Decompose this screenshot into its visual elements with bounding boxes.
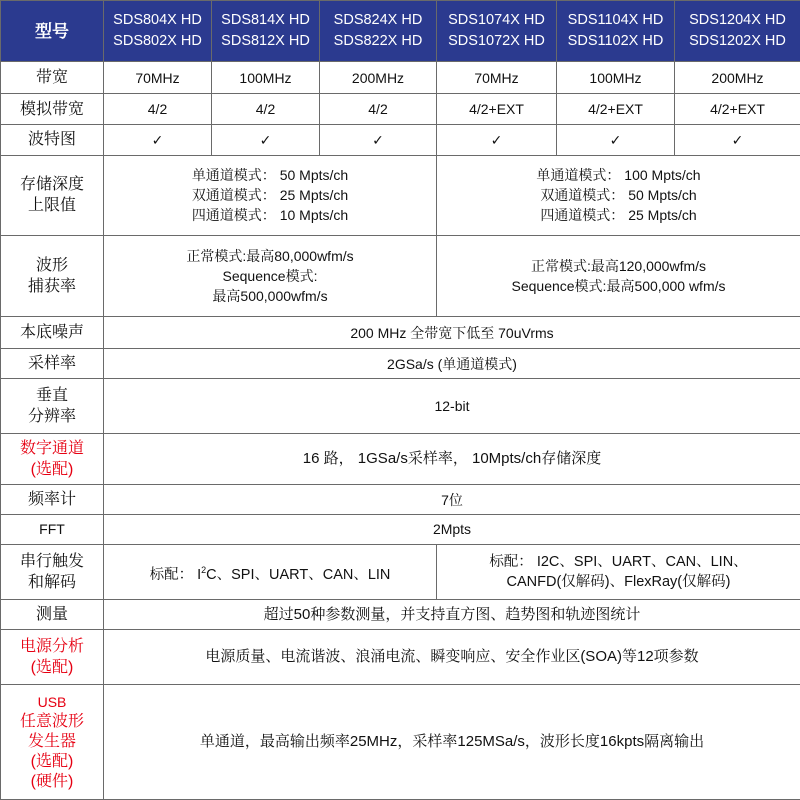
serial-protocols: 、SPI、UART、CAN、LIN xyxy=(216,566,391,583)
memory-line: 单通道模式： 100 Mpts/ch xyxy=(536,167,701,184)
value-cell: 4/2 xyxy=(212,94,320,125)
value-cell: 超过50种参数测量，并支持直方图、趋势图和轨迹图统计 xyxy=(104,600,800,630)
model-name: SDS1102X HD xyxy=(567,33,664,50)
row-label: 频率计 xyxy=(1,485,104,515)
row-label: 采样率 xyxy=(1,349,104,379)
label-line: 串行触发 xyxy=(19,553,84,570)
label-line: USB xyxy=(37,694,67,711)
capture-line: 最高500,000wfm/s xyxy=(212,288,328,304)
memory-line: 双通道模式： 25 Mpts/ch xyxy=(191,187,349,204)
model-name: SDS812X HD xyxy=(221,33,310,50)
label-line: 和解码 xyxy=(27,574,76,591)
label-line: (选配) xyxy=(30,461,74,479)
row-digital xyxy=(1,434,800,485)
capture-line: 正常模式:最高120,000wfm/s xyxy=(530,258,707,274)
label-line: 上限值 xyxy=(27,197,76,215)
memory-line: 单通道模式： 50 Mpts/ch xyxy=(191,167,349,184)
model-name: SDS822X HD xyxy=(333,33,423,50)
model-name: SDS814X HD xyxy=(221,12,310,29)
model-name: SDS804X HD xyxy=(113,12,202,29)
value-cell: 4/2+EXT xyxy=(557,94,675,125)
value-cell: 200 MHz 全带宽下低至 70uVrms xyxy=(104,317,800,349)
row-capture xyxy=(1,235,800,317)
label-line: (选配) xyxy=(30,753,74,771)
value-cell: 100MHz xyxy=(212,62,320,94)
value-cell: 4/2 xyxy=(320,94,437,125)
row-memory xyxy=(1,155,800,235)
memory-group-b xyxy=(437,155,800,235)
check-icon: ✓ xyxy=(212,124,320,155)
serial-group-a xyxy=(104,544,437,599)
value-cell: 单通道，最高输出频率25MHz，采样率125MSa/s，波形长度16kpts隔离输出 xyxy=(104,685,800,800)
row-measure xyxy=(1,600,800,630)
label-line: 电源分析 xyxy=(19,638,84,656)
value-cell: 70MHz xyxy=(104,62,212,94)
model-cell xyxy=(557,1,675,62)
value-cell: 16 路， 1GSa/s采样率， 10Mpts/ch存储深度 xyxy=(104,434,800,485)
row-label: 带宽 xyxy=(1,62,104,94)
model-cell xyxy=(437,1,557,62)
model-cell xyxy=(212,1,320,62)
row-label: 波特图 xyxy=(1,124,104,155)
label-line: 数字通道 xyxy=(19,440,84,458)
label-line: (选配) xyxy=(30,659,74,677)
check-icon: ✓ xyxy=(320,124,437,155)
memory-line: 四通道模式： 10 Mpts/ch xyxy=(191,207,349,224)
model-name: SDS1104X HD xyxy=(567,12,664,29)
model-name: SDS1204X HD xyxy=(689,12,786,29)
label-line: 任意波形 xyxy=(19,713,84,731)
value-cell: 100MHz xyxy=(557,62,675,94)
row-power xyxy=(1,629,800,684)
row-label: FFT xyxy=(1,515,104,545)
check-icon: ✓ xyxy=(104,124,212,155)
value-cell: 2Mpts xyxy=(104,515,800,545)
row-bode xyxy=(1,124,800,155)
model-cell xyxy=(320,1,437,62)
serial-prefix: 标配： xyxy=(149,566,194,583)
serial-i2c-c: C xyxy=(206,566,217,583)
value-cell: 4/2 xyxy=(104,94,212,125)
model-cell xyxy=(675,1,800,62)
memory-line: 四通道模式： 25 Mpts/ch xyxy=(540,207,697,224)
row-vertical xyxy=(1,378,800,433)
row-label xyxy=(1,434,104,485)
row-label xyxy=(1,629,104,684)
row-label xyxy=(1,378,104,433)
memory-group-a xyxy=(104,155,437,235)
value-cell: 4/2+EXT xyxy=(675,94,800,125)
label-line: (硬件) xyxy=(30,773,74,791)
label-line: 分辨率 xyxy=(27,408,76,426)
serial-line: CANFD(仅解码)、FlexRay(仅解码) xyxy=(506,574,731,590)
model-name: SDS1074X HD xyxy=(448,12,545,29)
serial-i2c-sup: 2 xyxy=(201,564,207,575)
model-name: SDS824X HD xyxy=(333,12,423,29)
value-cell: 200MHz xyxy=(675,62,800,94)
label-line: 存储深度 xyxy=(19,176,84,194)
model-cell xyxy=(104,1,212,62)
row-label: 本底噪声 xyxy=(1,317,104,349)
row-counter xyxy=(1,485,800,515)
label-line: 发生器 xyxy=(27,733,76,751)
row-awg xyxy=(1,685,800,800)
value-cell: 2GSa/s (单通道模式) xyxy=(104,349,800,379)
serial-line: 标配： I2C、SPI、UART、CAN、LIN、 xyxy=(489,554,748,570)
row-label xyxy=(1,155,104,235)
value-cell: 12-bit xyxy=(104,378,800,433)
value-cell: 200MHz xyxy=(320,62,437,94)
model-name: SDS1202X HD xyxy=(689,33,786,50)
model-name: SDS1072X HD xyxy=(448,33,545,50)
capture-group-b xyxy=(437,235,800,317)
label-line: 波形 xyxy=(35,257,68,274)
header-row xyxy=(1,1,800,62)
row-fft xyxy=(1,515,800,545)
header-label: 型号 xyxy=(1,1,104,62)
row-noise xyxy=(1,317,800,349)
capture-line: 正常模式:最高80,000wfm/s xyxy=(186,248,354,264)
value-cell: 70MHz xyxy=(437,62,557,94)
label-line: 捕获率 xyxy=(27,278,76,295)
capture-line: Sequence模式: xyxy=(222,268,318,284)
label-line: 垂直 xyxy=(35,387,68,405)
row-bandwidth xyxy=(1,62,800,94)
row-label xyxy=(1,235,104,317)
row-analog xyxy=(1,94,800,125)
row-label: 测量 xyxy=(1,600,104,630)
capture-group-a xyxy=(104,235,437,317)
check-icon: ✓ xyxy=(675,124,800,155)
row-sample-rate xyxy=(1,349,800,379)
row-label: 模拟带宽 xyxy=(1,94,104,125)
value-cell: 电源质量、电流谐波、浪涌电流、瞬变响应、安全作业区(SOA)等12项参数 xyxy=(104,629,800,684)
check-icon: ✓ xyxy=(437,124,557,155)
row-label xyxy=(1,685,104,800)
row-label xyxy=(1,544,104,599)
serial-group-b xyxy=(437,544,800,599)
memory-line: 双通道模式： 50 Mpts/ch xyxy=(540,187,697,204)
serial-i2c: I xyxy=(197,566,202,583)
value-cell: 7位 xyxy=(104,485,800,515)
row-serial xyxy=(1,544,800,599)
model-name: SDS802X HD xyxy=(113,33,202,50)
capture-line: Sequence模式:最高500,000 wfm/s xyxy=(511,278,726,294)
check-icon: ✓ xyxy=(557,124,675,155)
value-cell: 4/2+EXT xyxy=(437,94,557,125)
